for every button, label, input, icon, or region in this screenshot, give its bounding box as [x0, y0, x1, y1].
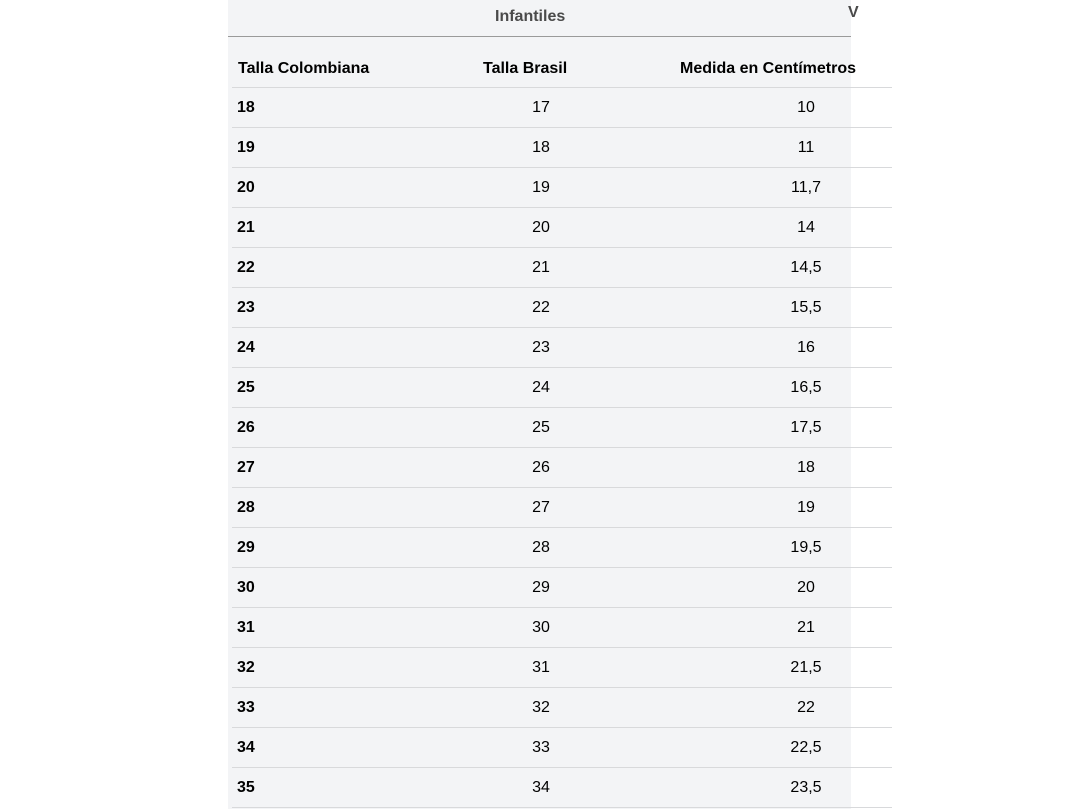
table-row: [232, 528, 892, 568]
cell-talla-brasil: 23: [532, 339, 550, 356]
cell-talla-brasil: 34: [532, 779, 550, 796]
cell-talla-brasil: 32: [532, 699, 550, 716]
table-row: [232, 728, 892, 768]
cell-medida-cm: 21: [797, 619, 815, 636]
table-row: [232, 88, 892, 128]
cell-talla-brasil: 26: [532, 459, 550, 476]
cell-talla-colombiana: 27: [237, 459, 255, 476]
table-row: [232, 768, 892, 808]
cell-talla-brasil: 33: [532, 739, 550, 756]
header-talla-colombiana: Talla Colombiana: [238, 60, 370, 77]
cell-talla-colombiana: 21: [237, 219, 255, 236]
cell-medida-cm: 11,7: [791, 179, 821, 196]
cell-talla-colombiana: 29: [237, 539, 255, 556]
cell-talla-brasil: 19: [532, 179, 550, 196]
cell-talla-colombiana: 25: [237, 379, 255, 396]
table-row: [232, 648, 892, 688]
header-medida-cm: Medida en Centímetros: [680, 60, 857, 77]
cell-talla-colombiana: 35: [237, 779, 255, 796]
table-header-row: [232, 48, 892, 88]
cell-talla-brasil: 27: [532, 499, 550, 516]
cell-talla-colombiana: 19: [237, 139, 255, 156]
cell-talla-brasil: 28: [532, 539, 550, 556]
cell-talla-colombiana: 26: [237, 419, 255, 436]
table-row: [232, 488, 892, 528]
cell-medida-cm: 19: [797, 499, 815, 516]
table-row: [232, 608, 892, 648]
cell-medida-cm: 21,5: [790, 659, 822, 676]
cell-medida-cm: 14: [797, 219, 815, 236]
table-row: [232, 448, 892, 488]
table-row: [232, 408, 892, 448]
cell-talla-colombiana: 28: [237, 499, 255, 516]
cell-medida-cm: 23,5: [790, 779, 822, 796]
cell-talla-colombiana: 33: [237, 699, 255, 716]
cell-medida-cm: 22: [797, 699, 815, 716]
cell-talla-brasil: 29: [532, 579, 550, 596]
cell-medida-cm: 16: [797, 339, 815, 356]
table-row: [232, 328, 892, 368]
table-row: [232, 288, 892, 328]
cell-talla-brasil: 24: [532, 379, 550, 396]
cell-talla-colombiana: 34: [237, 739, 255, 756]
cell-medida-cm: 16,5: [790, 379, 822, 396]
cell-talla-colombiana: 32: [237, 659, 255, 676]
size-table: [232, 48, 892, 808]
cell-talla-brasil: 22: [532, 299, 550, 316]
header-talla-brasil: Talla Brasil: [483, 60, 568, 77]
cell-medida-cm: 19,5: [790, 539, 822, 556]
cell-talla-brasil: 30: [532, 619, 550, 636]
cell-medida-cm: 14,5: [790, 259, 822, 276]
cell-talla-colombiana: 23: [237, 299, 255, 316]
cell-medida-cm: 10: [797, 99, 815, 116]
cell-medida-cm: 15,5: [790, 299, 822, 316]
cell-medida-cm: 17,5: [790, 419, 822, 436]
table-row: [232, 208, 892, 248]
cell-talla-colombiana: 20: [237, 179, 255, 196]
cell-medida-cm: 20: [797, 579, 815, 596]
cell-talla-brasil: 20: [532, 219, 550, 236]
tab-infantiles[interactable]: Infantiles: [495, 8, 566, 25]
table-row: [232, 128, 892, 168]
size-tabs: [228, 0, 859, 37]
cell-medida-cm: 18: [797, 459, 815, 476]
table-body: [232, 88, 892, 808]
table-row: [232, 568, 892, 608]
cell-talla-brasil: 18: [532, 139, 550, 156]
cell-talla-colombiana: 30: [237, 579, 255, 596]
cell-talla-colombiana: 31: [237, 619, 255, 636]
tab-next[interactable]: V: [848, 4, 859, 21]
size-chart-panel: [228, 0, 859, 809]
table-row: [232, 168, 892, 208]
table-row: [232, 688, 892, 728]
cell-medida-cm: 11: [797, 139, 815, 156]
cell-talla-colombiana: 22: [237, 259, 255, 276]
cell-talla-brasil: 21: [532, 259, 550, 276]
cell-talla-colombiana: 24: [237, 339, 255, 356]
cell-medida-cm: 22,5: [790, 739, 822, 756]
cell-talla-brasil: 17: [532, 99, 550, 116]
cell-talla-brasil: 25: [532, 419, 550, 436]
cell-talla-colombiana: 18: [237, 99, 255, 116]
table-row: [232, 368, 892, 408]
table-row: [232, 248, 892, 288]
cell-talla-brasil: 31: [532, 659, 550, 676]
